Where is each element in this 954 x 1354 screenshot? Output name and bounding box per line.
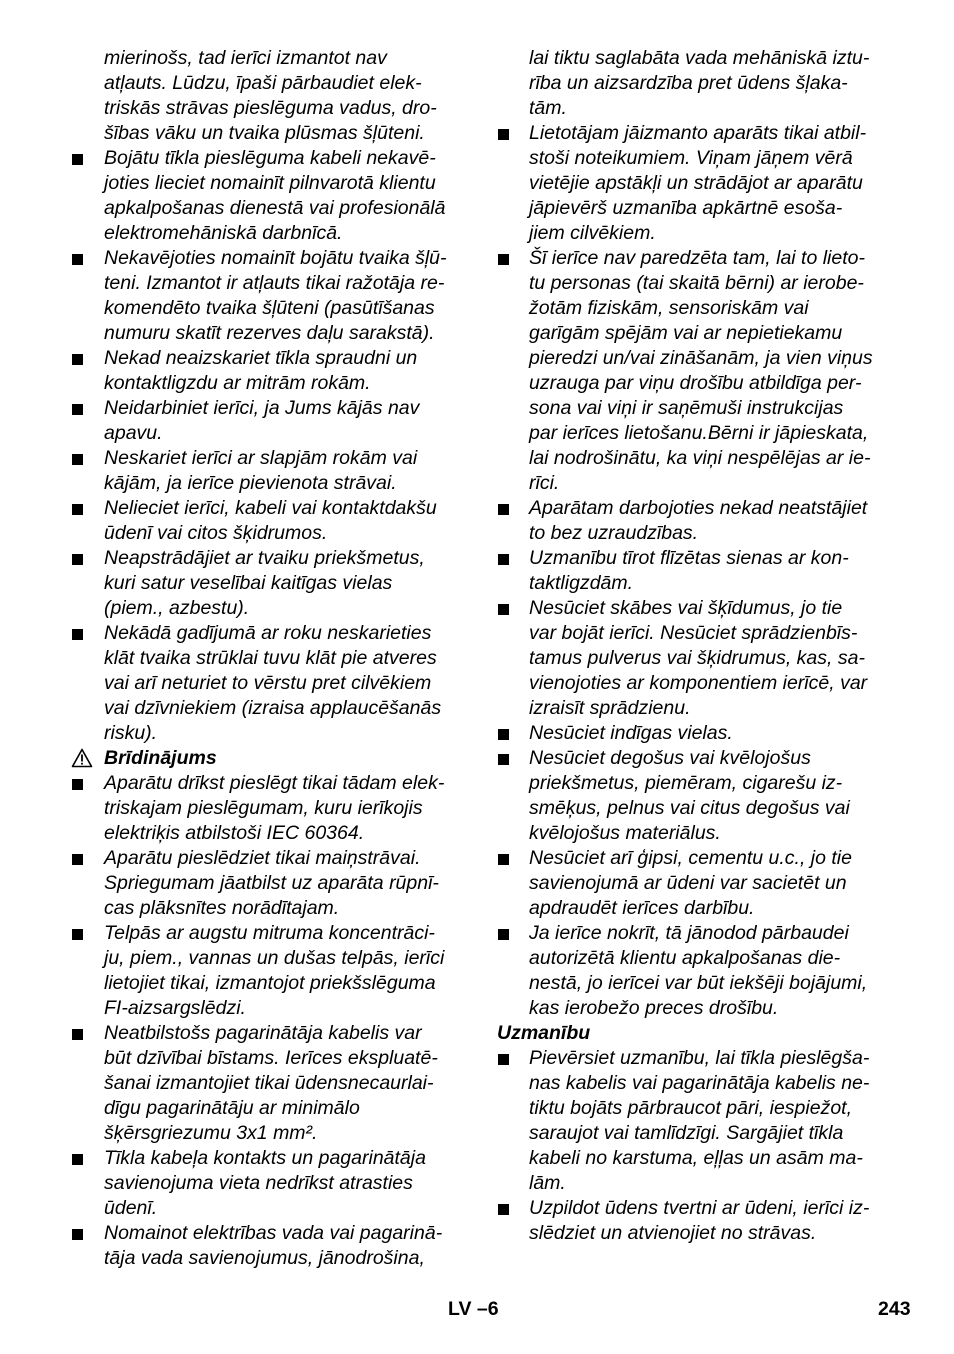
list-item-line: Neatbilstošs pagarinātāja kabelis var [104,1022,422,1044]
list-item-line: nestā, jo ierīcei var būt iekšēji bojājumi, [529,972,868,994]
list-item-line: par ierīces lietošanu.Bērni ir jāpieskata, [529,422,869,444]
list-item-line: garīgām spējām vai ar nepietiekamu [529,322,843,344]
list-item-line: Neapstrādājiet ar tvaiku priekšmetus, [104,547,425,569]
footer-section: LV [448,1298,472,1320]
intro-line: šības vāku un tvaika plūsmas šļūteni. [104,122,425,144]
warning-heading: Brīdinājums [104,747,217,769]
list-item-line: priekšmetus, piemēram, cigarešu iz- [529,772,843,794]
list-item-line: Ja ierīce nokrīt, tā jānodod pārbaudei [529,922,849,944]
list-item-line: uzrauga par viņu drošību atbildīga per- [529,372,862,394]
list-item-line: apdraudēt ierīces darbību. [529,897,755,919]
list-item-line: Tīkla kabeļa kontakts un pagarinātāja [104,1147,426,1169]
list-item-line: risku). [104,722,158,744]
list-item-line: Nesūciet arī ģipsi, cementu u.c., jo tie [529,847,852,869]
list-item-line: Aparātu drīkst pieslēgt tikai tādam elek- [104,772,445,794]
list-item-line: Pievērsiet uzmanību, lai tīkla pieslēgša- [529,1047,870,1069]
bullet-square-icon [498,604,509,615]
list-item-line: teni. Izmantot ir atļauts tikai ražotāja re- [104,272,445,294]
list-item-line: apkalpošanas dienestā vai profesionālā [104,197,446,219]
list-item-line: tamus pulverus vai šķidrumus, kas, sa- [529,647,865,669]
list-item-line: Nekavējoties nomainīt bojātu tvaika šļū- [104,247,447,269]
list-item-line: Nesūciet skābes vai šķīdumus, jo tie [529,597,843,619]
footer-section-label [448,1298,499,1321]
bullet-square-icon [498,729,509,740]
list-item-line: kas ierobežo preces drošību. [529,997,779,1019]
list-item-line: autorizētā klientu apkalpošanas die- [529,947,841,969]
list-item-line: to bez uzraudzības. [529,522,699,544]
list-item-line: vai dzīvniekiem (izraisa applaucēšanās [104,697,442,719]
intro-line: rība un aizsardzība pret ūdens šļaka- [529,72,848,94]
list-item-line: Spriegumam jāatbilst uz aparāta rūpnī- [104,872,439,894]
list-item-line: cas plāksnītes norādītajam. [104,897,340,919]
bullet-square-icon [498,929,509,940]
list-item-line: kvēlojošus materiālus. [529,822,721,844]
list-item-line: Lietotājam jāizmanto aparāts tikai atbil- [529,122,867,144]
list-item-line: ūdenī. [104,1197,158,1219]
list-item-line: būt dzīvībai bīstams. Ierīces ekspluatē- [104,1047,438,1069]
list-item-line: Nelieciet ierīci, kabeli vai kontaktdakšu [104,497,437,519]
list-item-line: savienojuma vieta nedrīkst atrasties [104,1172,413,1194]
list-item-line: rīci. [529,472,560,494]
list-item-line: slēdziet un atvienojiet no strāvas. [529,1222,817,1244]
list-item-line: lai nodrošinātu, ka viņi nespēlējas ar ie- [529,447,871,469]
bullet-square-icon [498,554,509,565]
list-item-line: Telpās ar augstu mitruma koncentrāci- [104,922,435,944]
intro-line: lai tiktu saglabāta vada mehāniskā iztu- [529,47,870,69]
list-item-line: elektromehāniskā darbnīcā. [104,222,343,244]
list-item-line: taktligzdām. [529,572,634,594]
list-item-line: jāpievērš uzmanība apkārtnē esoša- [529,197,843,219]
list-item-line: izraisīt sprādzienu. [529,697,691,719]
list-item-line: saraujot vai tamlīdzīgi. Sargājiet tīkla [529,1122,844,1144]
list-item-line: savienojumā ar ūdeni var sacietēt un [529,872,847,894]
bullet-square-icon [498,754,509,765]
list-item-line: lietojiet tikai, izmantojot priekšslēguma [104,972,436,994]
list-item-line: tāja vada savienojumus, jānodrošina, [104,1247,425,1269]
list-item-line: ju, piem., vannas un dušas telpās, ierīci [104,947,445,969]
list-item-line: šķērsgriezumu 3x1 mm². [104,1122,318,1144]
intro-line: triskās strāvas pieslēguma vadus, dro- [104,97,437,119]
list-item-line: stoši noteikumiem. Viņam jāņem vērā [529,147,853,169]
list-item-line: klāt tvaika strūklai tuvu klāt pie atveres [104,647,437,669]
list-item-line: kabeli no karstuma, eļļas un asām ma- [529,1147,863,1169]
bullet-square-icon [498,1054,509,1065]
list-item-line: numuru skatīt rezerves daļu sarakstā). [104,322,435,344]
list-item-line: ūdenī vai citos šķidrumos. [104,522,328,544]
list-item-line: vietējie apstākļi un strādājot ar aparātu [529,172,863,194]
bullet-square-icon [498,504,509,515]
list-item-line: Aparātu pieslēdziet tikai maiņstrāvai. [104,847,421,869]
list-item-line: triskajam pieslēgumam, kuru ierīkojis [104,797,423,819]
footer-page-in-section: 6 [487,1298,499,1320]
list-item-line: lām. [529,1172,566,1194]
list-item-line: Aparātam darbojoties nekad neatstājiet [529,497,868,519]
intro-line: mierinošs, tad ierīci izmantot nav [104,47,387,69]
list-item-line: vai arī neturiet to vērstu pret cilvēkiem [104,672,432,694]
list-item-line: dīgu pagarinātāju ar minimālo [104,1097,360,1119]
page-number: 243 [878,1298,911,1320]
bullet-square-icon [498,129,509,140]
caution-heading: Uzmanību [497,1022,591,1044]
list-item-line: sona vai viņi ir saņēmuši instrukcijas [529,397,844,419]
bullet-square-icon [498,1204,509,1215]
bullet-square-icon [498,854,509,865]
list-item-line: Bojātu tīkla pieslēguma kabeli nekavē- [104,147,436,169]
list-item-line: žotām fiziskām, sensoriskām vai [529,297,809,319]
list-item-line: Nomainot elektrības vada vai pagarinā- [104,1222,443,1244]
list-item-line: tiktu bojāts pārbraucot pāri, iespiežot, [529,1097,853,1119]
list-item-line: Uzpildot ūdens tvertni ar ūdeni, ierīci iz- [529,1197,870,1219]
list-item-line: tu personas (tai skaitā bērni) ar ierobe- [529,272,864,294]
bullet-square-icon [498,254,509,265]
list-item-line: Nekad neaizskariet tīkla spraudni un [104,347,418,369]
list-item-line: elektriķis atbilstoši IEC 60364. [104,822,365,844]
list-item-line: (piem., azbestu). [104,597,250,619]
list-item-line: Šī ierīce nav paredzēta tam, lai to lieto- [529,247,865,269]
list-item-line: Neskariet ierīci ar slapjām rokām vai [104,447,418,469]
intro-line: atļauts. Lūdzu, īpaši pārbaudiet elek- [104,72,422,94]
list-item-line: vienojoties ar komponentiem ierīcē, var [529,672,868,694]
list-item-line: Nesūciet degošus vai kvēlojošus [529,747,811,769]
list-item-line: var bojāt ierīci. Nesūciet sprādzienbīs- [529,622,858,644]
list-item-line: Nekādā gadījumā ar roku neskarieties [104,622,432,644]
list-item-line: pieredzi un/vai zināšanām, ja vien viņus [529,347,873,369]
list-item-line: komendēto tvaika šļūteni (pasūtīšanas [104,297,435,319]
list-item-line: Neidarbiniet ierīci, ja Jums kājās nav [104,397,420,419]
list-item-line: smēķus, pelnus vai citus degošus vai [529,797,850,819]
list-item-line: Uzmanību tīrot flīzētas sienas ar kon- [529,547,849,569]
list-item-line: joties lieciet nomainīt pilnvarotā klientu [104,172,436,194]
list-item-line: FI-aizsargslēdzi. [104,997,246,1019]
list-item-line: apavu. [104,422,163,444]
list-item-line: kājām, ja ierīce pievienota strāvai. [104,472,397,494]
list-item-line: kuri satur veselībai kaitīgas vielas [104,572,393,594]
list-item-line: Nesūciet indīgas vielas. [529,722,733,744]
list-item-line: jiem cilvēkiem. [529,222,656,244]
intro-line: tām. [529,97,567,119]
list-item-line: nas kabelis vai pagarinātāja kabelis ne- [529,1072,870,1094]
list-item-line: šanai izmantojiet tikai ūdensnecaurlai- [104,1072,434,1094]
footer-dash: – [476,1298,488,1320]
list-item-line: kontaktligzdu ar mitrām rokām. [104,372,371,394]
